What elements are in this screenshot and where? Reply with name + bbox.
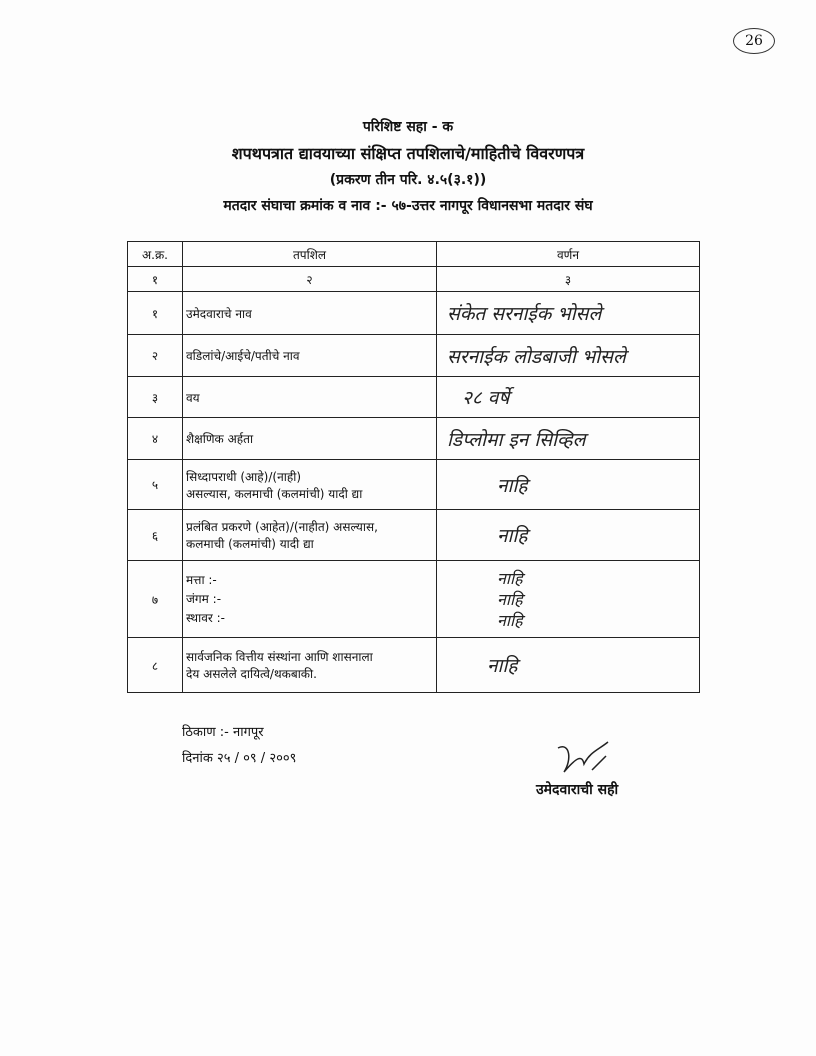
details-table: [127, 241, 700, 693]
row-number: ३: [128, 377, 183, 418]
table-row: [128, 460, 700, 510]
row-number: ५: [128, 460, 183, 510]
detail-line: सार्वजनिक वित्तीय संस्थांना आणि शासनाला: [186, 650, 373, 664]
signature-mark: [548, 740, 618, 780]
row-value: नाहि: [437, 460, 700, 510]
header-detail: तपशिल: [183, 242, 437, 267]
detail-line: मत्ता :-: [186, 572, 217, 587]
detail-line: प्रलंबित प्रकरणे (आहेत)/(नाहीत) असल्यास,: [186, 520, 378, 534]
table-row: [128, 561, 700, 638]
column-number: २: [183, 267, 437, 292]
column-number: १: [128, 267, 183, 292]
row-detail: [183, 460, 437, 510]
table-row: [128, 335, 700, 377]
detail-line: असल्यास, कलमाची (कलमांची) यादी द्या: [186, 486, 363, 501]
row-detail: [183, 510, 437, 561]
constituency-line: मतदार संघाचा क्रमांक व नाव :- ५७-उत्तर नागपूर विधानसभा मतदार संघ: [223, 198, 593, 214]
row-detail: [183, 561, 437, 638]
table-row: [128, 377, 700, 418]
row-detail: [183, 638, 437, 693]
value-line: नाहि: [497, 568, 523, 588]
place-line: ठिकाण :- नागपूर: [182, 725, 264, 740]
row-detail: शैक्षणिक अर्हता: [183, 418, 437, 460]
detail-line: कलमाची (कलमांची) यादी द्या: [186, 537, 314, 551]
row-number: ७: [128, 561, 183, 638]
column-number: ३: [437, 267, 700, 292]
value-line: नाहि: [497, 589, 523, 609]
detail-line: देय असलेले दायित्वे/थकबाकी.: [186, 667, 317, 681]
row-number: ८: [128, 638, 183, 693]
row-value: नाहि: [437, 638, 700, 693]
table-row: [128, 418, 700, 460]
chapter-reference: (प्रकरण तीन परि. ४.५(३.१)): [329, 172, 487, 188]
detail-line: स्थावर :-: [186, 610, 225, 625]
detail-line: जंगम :-: [186, 591, 222, 606]
row-value: डिप्लोमा इन सिव्हिल: [437, 418, 700, 460]
header-serial: अ.क्र.: [128, 242, 183, 267]
date-line: [182, 748, 296, 766]
document-title: शपथपत्रात द्यावयाच्या संक्षिप्त तपशिलाचे/माहितीचे विवरणपत्र: [231, 144, 585, 163]
row-detail: वडिलांचे/आईचे/पतीचे नाव: [183, 335, 437, 377]
row-value: नाहि: [437, 510, 700, 561]
row-number: ६: [128, 510, 183, 561]
row-detail: वय: [183, 377, 437, 418]
date-label: दिनांक: [182, 751, 213, 766]
page-number: 26: [733, 28, 775, 54]
value-line: नाहि: [497, 610, 523, 630]
table-row: [128, 638, 700, 693]
column-number-row: [128, 267, 700, 292]
row-number: १: [128, 292, 183, 335]
row-value: [437, 561, 700, 638]
header-description: वर्णन: [437, 242, 700, 267]
signature-label: उमेदवाराची सही: [536, 782, 619, 798]
table-row: [128, 510, 700, 561]
table-header-row: [128, 242, 700, 267]
row-number: २: [128, 335, 183, 377]
row-detail: उमेदवाराचे नाव: [183, 292, 437, 335]
row-value: २८ वर्षे: [437, 377, 700, 418]
row-value: सरनाईक लोडबाजी भोसले: [437, 335, 700, 377]
date-value: २५ / ०९ / २००९: [216, 751, 297, 766]
appendix-title: परिशिष्ट सहा - क: [362, 119, 454, 135]
row-number: ४: [128, 418, 183, 460]
table-row: [128, 292, 700, 335]
detail-line: सिध्दापराधी (आहे)/(नाही): [186, 469, 302, 484]
row-value: संकेत सरनाईक भोसले: [437, 292, 700, 335]
